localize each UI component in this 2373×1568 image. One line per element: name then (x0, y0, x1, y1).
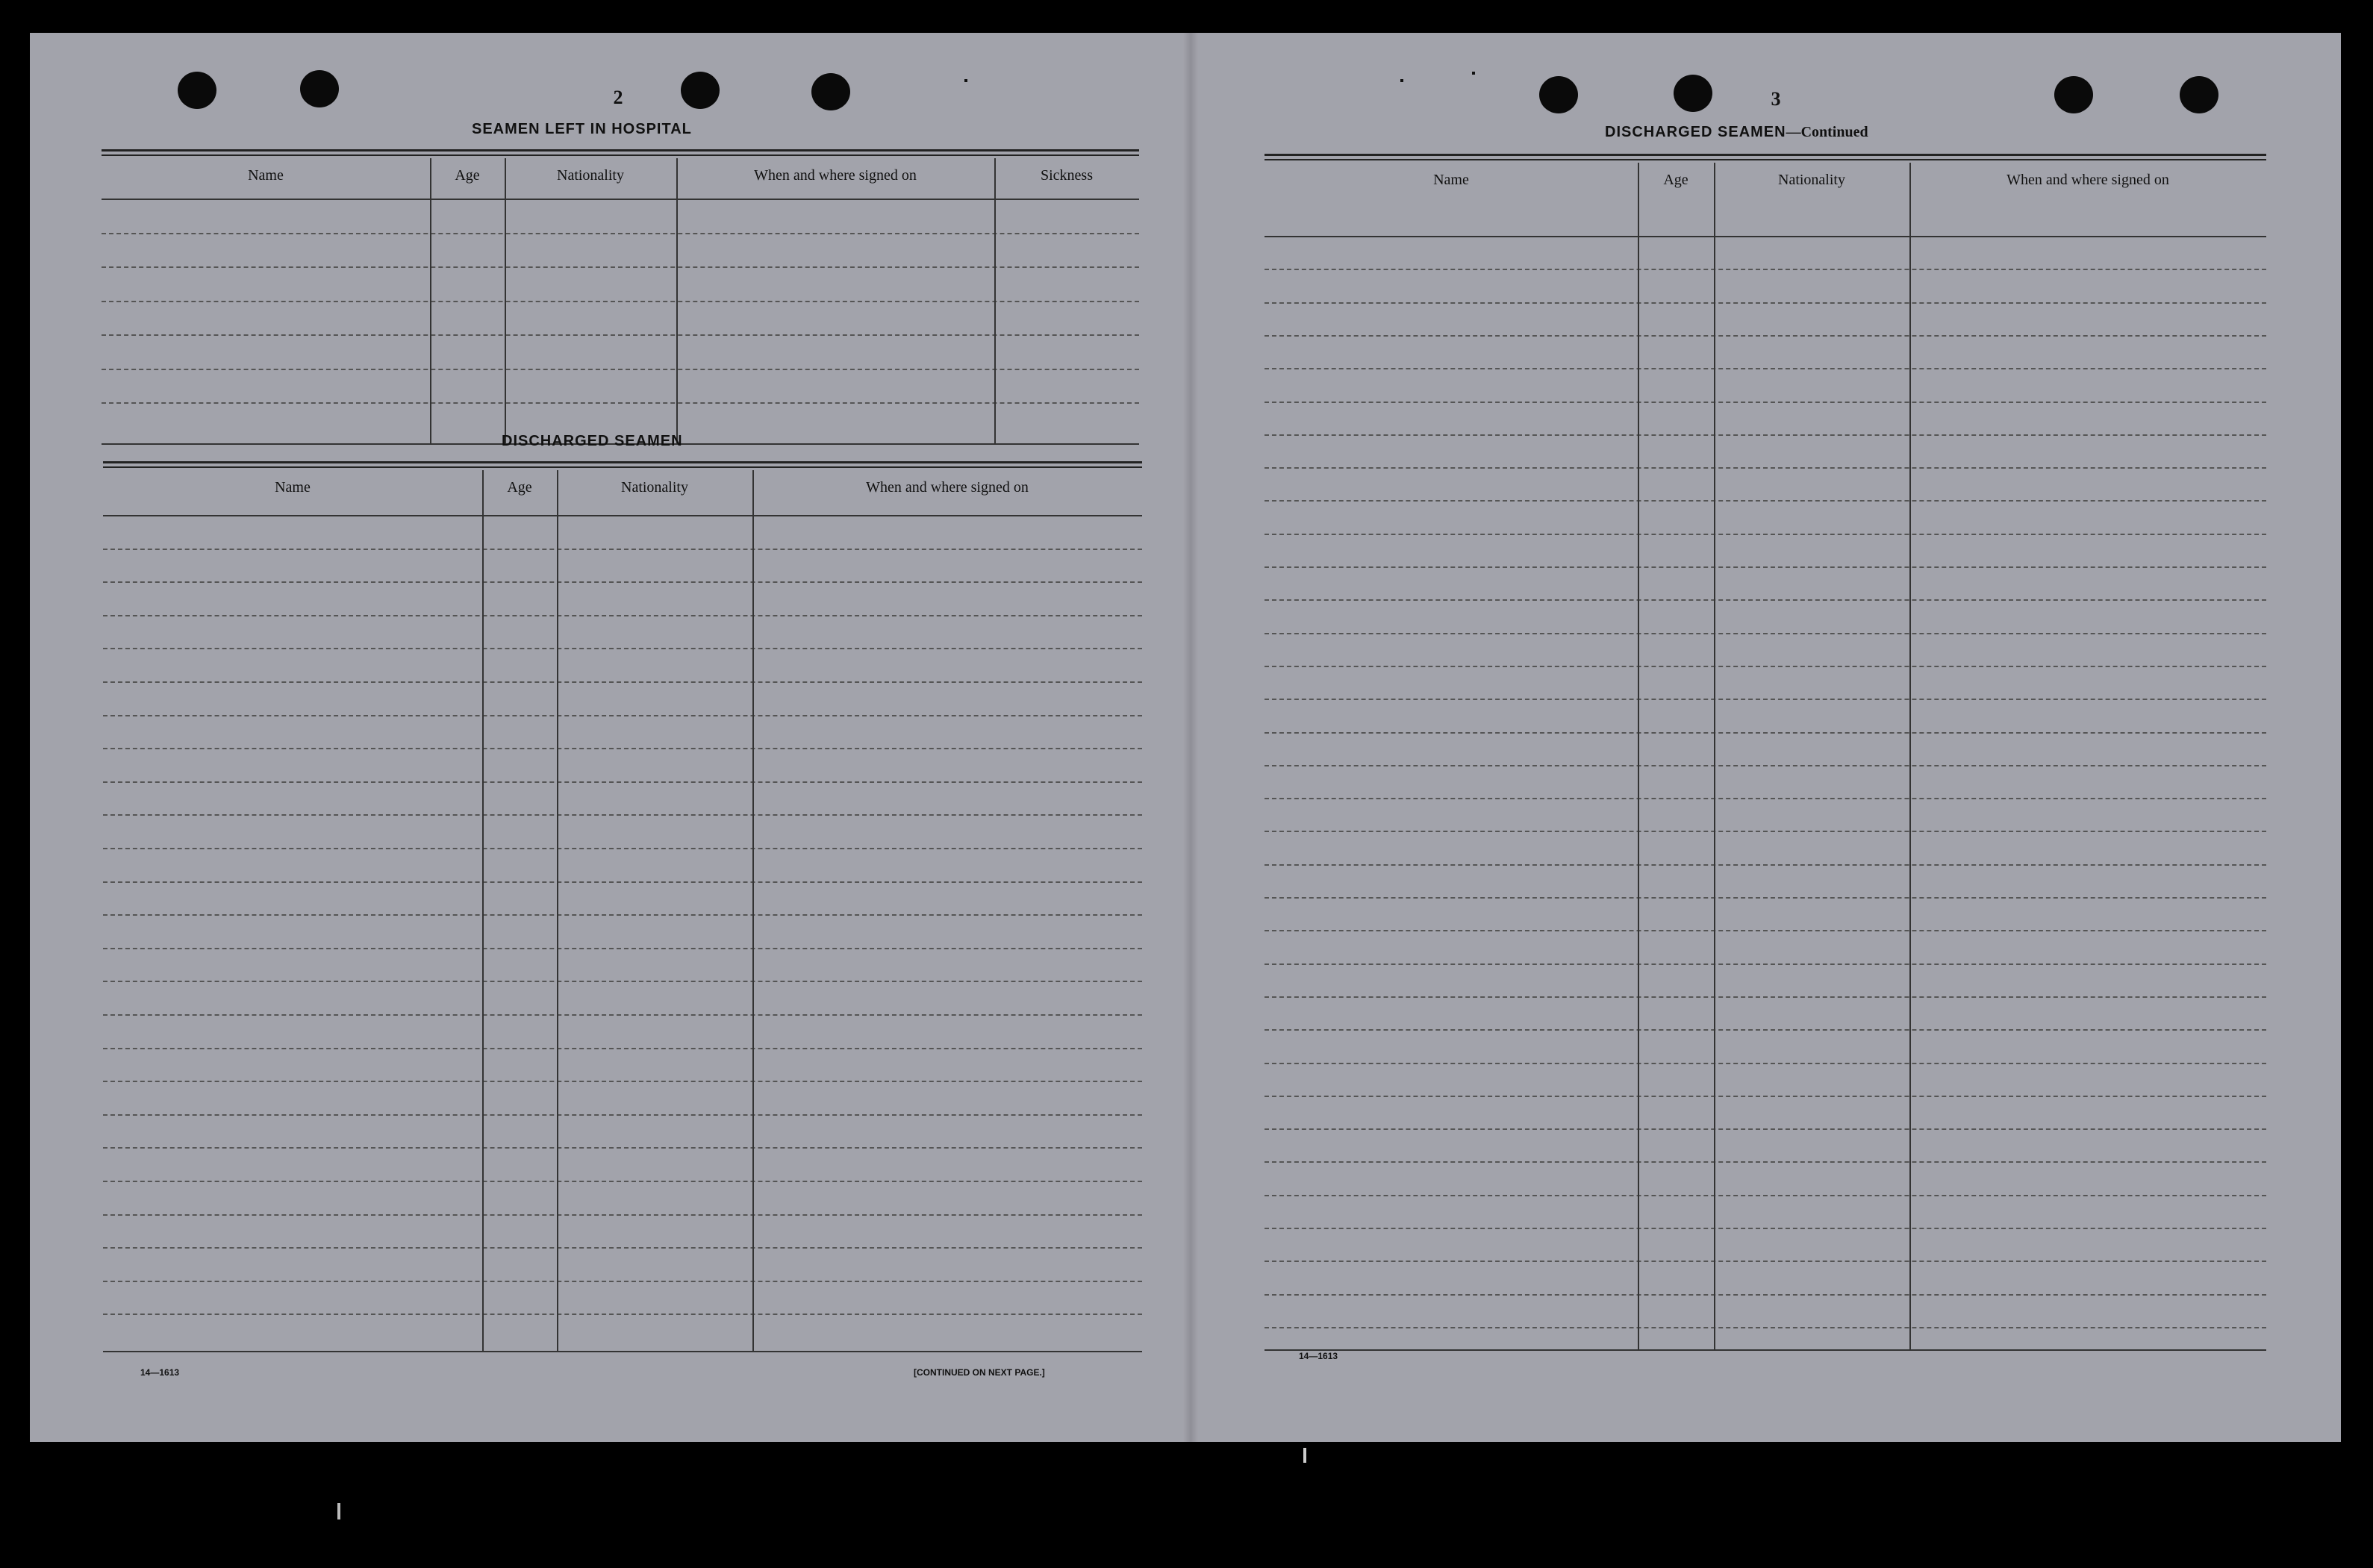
table-top-rule (102, 154, 1139, 156)
column-divider (994, 158, 996, 445)
punch-hole (2054, 76, 2093, 113)
row-divider (103, 781, 1142, 783)
form-number-right: 14—1613 (1299, 1351, 1338, 1361)
row-divider (1265, 434, 2266, 436)
column-divider (505, 158, 506, 445)
column-divider (482, 470, 484, 1352)
row-divider (103, 1181, 1142, 1182)
row-divider (103, 914, 1142, 916)
row-divider (1265, 930, 2266, 931)
discharged-table (103, 461, 1142, 1354)
header-divider (1265, 236, 2266, 237)
row-divider (103, 981, 1142, 982)
row-divider (1265, 633, 2266, 634)
column-divider (1714, 163, 1715, 1351)
row-divider (1265, 1029, 2266, 1031)
scan-mark (1303, 1448, 1306, 1463)
punch-hole (2180, 76, 2218, 113)
row-divider (1265, 699, 2266, 700)
document-sheet (30, 33, 2341, 1442)
row-divider (1265, 302, 2266, 304)
discharged-continued-table (1265, 154, 2266, 1352)
row-divider (103, 1281, 1142, 1282)
row-divider (1265, 798, 2266, 799)
row-divider (1265, 897, 2266, 899)
punch-hole (681, 72, 720, 109)
row-divider (1265, 368, 2266, 369)
punch-hole (178, 72, 216, 109)
row-divider (1265, 1294, 2266, 1296)
row-divider (103, 1214, 1142, 1216)
table-top-rule (103, 466, 1142, 468)
row-divider (1265, 864, 2266, 866)
punch-hole (1674, 75, 1712, 112)
table-bottom-rule (1265, 1349, 2266, 1351)
discharged-continued-title (1605, 124, 1868, 141)
column-header: Name (248, 167, 284, 184)
column-divider (1909, 163, 1911, 1351)
row-divider (1265, 1195, 2266, 1196)
row-divider (1265, 1161, 2266, 1163)
page-fold (1183, 33, 1198, 1442)
table-top-rule (102, 149, 1139, 152)
hospital-section-title: SEAMEN LEFT IN HOSPITAL (472, 121, 692, 137)
table-top-rule (1265, 154, 2266, 156)
row-divider (103, 848, 1142, 849)
column-header: Nationality (621, 479, 688, 496)
column-divider (1638, 163, 1639, 1351)
paper-speck (964, 79, 967, 82)
column-header: Name (1433, 172, 1469, 188)
punch-hole (300, 70, 339, 107)
column-header: Nationality (1778, 172, 1845, 188)
paper-speck (1472, 72, 1475, 75)
row-divider (103, 748, 1142, 749)
row-divider (103, 948, 1142, 949)
table-bottom-rule (103, 1351, 1142, 1352)
table-top-rule (1265, 159, 2266, 160)
column-divider (430, 158, 431, 445)
continued-suffix: —Continued (1786, 124, 1868, 140)
column-header: When and where signed on (2006, 172, 2169, 188)
row-divider (103, 1014, 1142, 1016)
column-header: Sickness (1041, 167, 1093, 184)
row-divider (1265, 534, 2266, 535)
continued-note: [CONTINUED ON NEXT PAGE.] (914, 1367, 1045, 1378)
row-divider (1265, 402, 2266, 403)
punch-hole (1539, 76, 1578, 113)
column-header: Age (1663, 172, 1688, 188)
row-divider (1265, 666, 2266, 667)
row-divider (1265, 500, 2266, 502)
table-top-rule (103, 461, 1142, 463)
row-divider (103, 1247, 1142, 1249)
header-divider (103, 515, 1142, 516)
row-divider (103, 1081, 1142, 1082)
row-divider (1265, 1228, 2266, 1229)
column-divider (676, 158, 678, 445)
column-divider (557, 470, 558, 1352)
row-divider (1265, 335, 2266, 337)
form-number-left: 14—1613 (140, 1367, 180, 1378)
row-divider (1265, 732, 2266, 734)
row-divider (103, 1147, 1142, 1149)
row-divider (103, 615, 1142, 616)
row-divider (103, 814, 1142, 816)
hospital-table (102, 149, 1139, 446)
row-divider (1265, 1096, 2266, 1097)
page-number-left: 2 (613, 87, 623, 108)
row-divider (102, 233, 1139, 234)
row-divider (103, 1048, 1142, 1049)
row-divider (102, 301, 1139, 302)
row-divider (1265, 996, 2266, 998)
paper-speck (1400, 79, 1403, 82)
row-divider (1265, 1128, 2266, 1130)
scan-mark (337, 1503, 340, 1519)
column-header: When and where signed on (754, 167, 917, 184)
row-divider (103, 1114, 1142, 1116)
column-header: When and where signed on (866, 479, 1029, 496)
row-divider (1265, 599, 2266, 601)
row-divider (103, 549, 1142, 550)
row-divider (1265, 1063, 2266, 1064)
row-divider (103, 1314, 1142, 1315)
row-divider (1265, 831, 2266, 832)
row-divider (1265, 566, 2266, 568)
row-divider (1265, 467, 2266, 469)
discharged-continued-title-main: DISCHARGED SEAMEN (1605, 124, 1786, 140)
row-divider (103, 648, 1142, 649)
row-divider (1265, 269, 2266, 270)
row-divider (1265, 1327, 2266, 1328)
header-divider (102, 199, 1139, 200)
row-divider (103, 581, 1142, 583)
row-divider (103, 681, 1142, 683)
page-number-right: 3 (1771, 88, 1781, 110)
column-divider (752, 470, 754, 1352)
column-header: Nationality (557, 167, 624, 184)
discharged-section-title: DISCHARGED SEAMEN (502, 433, 683, 449)
row-divider (1265, 1261, 2266, 1262)
row-divider (102, 402, 1139, 404)
column-header: Age (455, 167, 480, 184)
row-divider (1265, 765, 2266, 766)
row-divider (102, 266, 1139, 268)
row-divider (103, 881, 1142, 883)
row-divider (102, 369, 1139, 370)
row-divider (103, 715, 1142, 716)
punch-hole (811, 73, 850, 110)
column-header: Age (507, 479, 532, 496)
row-divider (102, 334, 1139, 336)
row-divider (1265, 963, 2266, 965)
column-header: Name (275, 479, 311, 496)
